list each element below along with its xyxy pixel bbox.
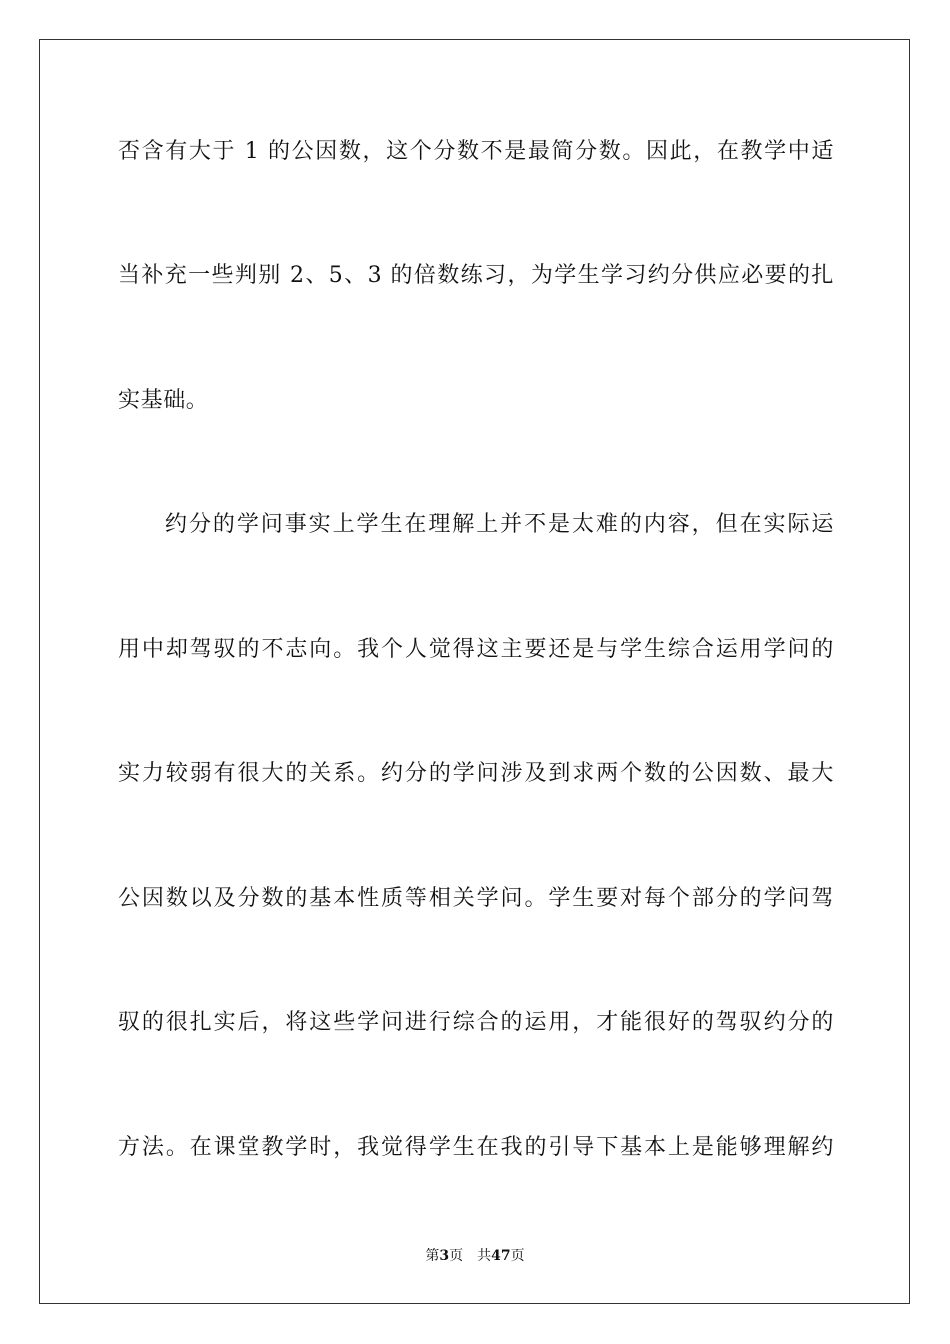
body-line-8: 驭的很扎实后，将这些学问进行综合的运用，才能很好的驾驭约分的	[118, 1010, 834, 1035]
page-label-prefix: 第	[425, 1248, 440, 1264]
body-line-7: 公因数以及分数的基本性质等相关学问。学生要对每个部分的学问驾	[118, 886, 834, 911]
body-line-4: 约分的学问事实上学生在理解上并不是太难的内容，但在实际运	[165, 512, 834, 537]
body-line-3: 实基础。	[118, 388, 209, 413]
body-line-6: 实力较弱有很大的关系。约分的学问涉及到求两个数的公因数、最大	[118, 761, 834, 786]
page-footer	[0, 1247, 950, 1265]
page-border	[39, 39, 910, 1304]
body-line-9: 方法。在课堂教学时，我觉得学生在我的引导下基本上是能够理解约	[118, 1135, 834, 1160]
body-line-5: 用中却驾驭的不志向。我个人觉得这主要还是与学生综合运用学问的	[118, 637, 834, 662]
total-label-prefix: 共	[477, 1248, 492, 1264]
body-line-2: 当补充一些判别 2、5、3 的倍数练习，为学生学习约分供应必要的扎	[118, 263, 834, 288]
body-line-1: 否含有大于 1 的公因数，这个分数不是最简分数。因此，在教学中适	[118, 139, 834, 164]
page-label-suffix: 页	[449, 1248, 464, 1264]
total-label-suffix: 页	[510, 1248, 525, 1264]
current-page-number: 3	[439, 1248, 450, 1264]
total-pages-number: 47	[491, 1248, 511, 1264]
